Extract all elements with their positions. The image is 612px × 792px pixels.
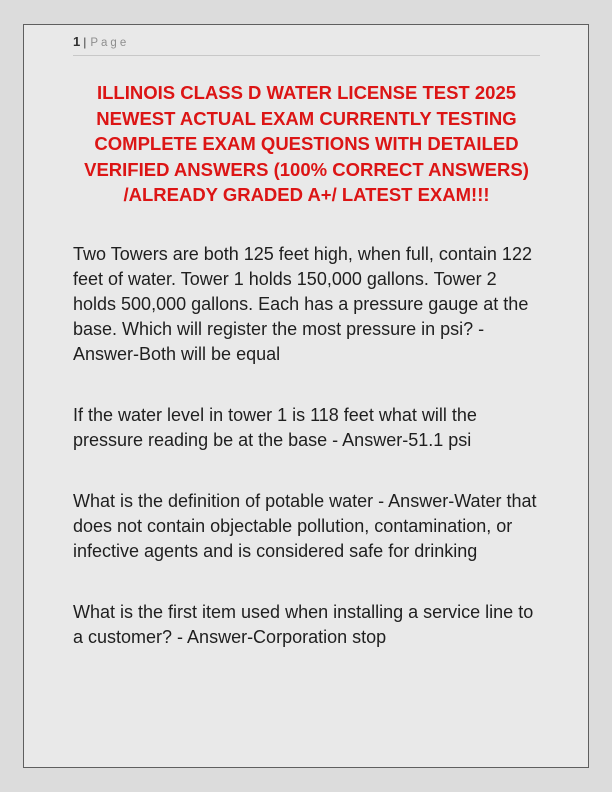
page-header-label: Page — [90, 37, 130, 49]
qa-paragraph-3: What is the definition of potable water - Answer-Water that does not contain objectable pollution, contamination, or infective agents and is considered safe for drinking — [73, 490, 537, 561]
page-number-label: 1 — [73, 34, 81, 49]
document-page — [23, 24, 589, 768]
page-header — [73, 35, 540, 56]
qa-paragraph-4: What is the first item used when installing a service line to a customer? - Answer-Corporation stop — [73, 601, 534, 647]
qa-paragraph-1: Two Towers are both 125 feet high, when full, contain 122 feet of water. Tower 1 holds 150,000 gallons. Tower 2 holds 500,000 gallons. Each has a pressure gauge at the base. Which will register the most pressure in psi? - Answer-Both will be equal — [73, 243, 532, 364]
page-content — [24, 25, 588, 650]
document-title: ILLINOIS CLASS D WATER LICENSE TEST 2025 NEWEST ACTUAL EXAM CURRENTLY TESTING COMPLETE EXAM QUESTIONS WITH DETAILED VERIFIED ANSWERS (100% CORRECT ANSWERS) /ALREADY GRADED A+/ LATEST EXAM!!! — [84, 82, 529, 205]
qa-paragraph-2: If the water level in tower 1 is 118 feet what will the pressure reading be at the base - Answer-51.1 psi — [73, 404, 477, 450]
page-number-separator: | — [83, 35, 87, 49]
question-list — [73, 242, 540, 650]
